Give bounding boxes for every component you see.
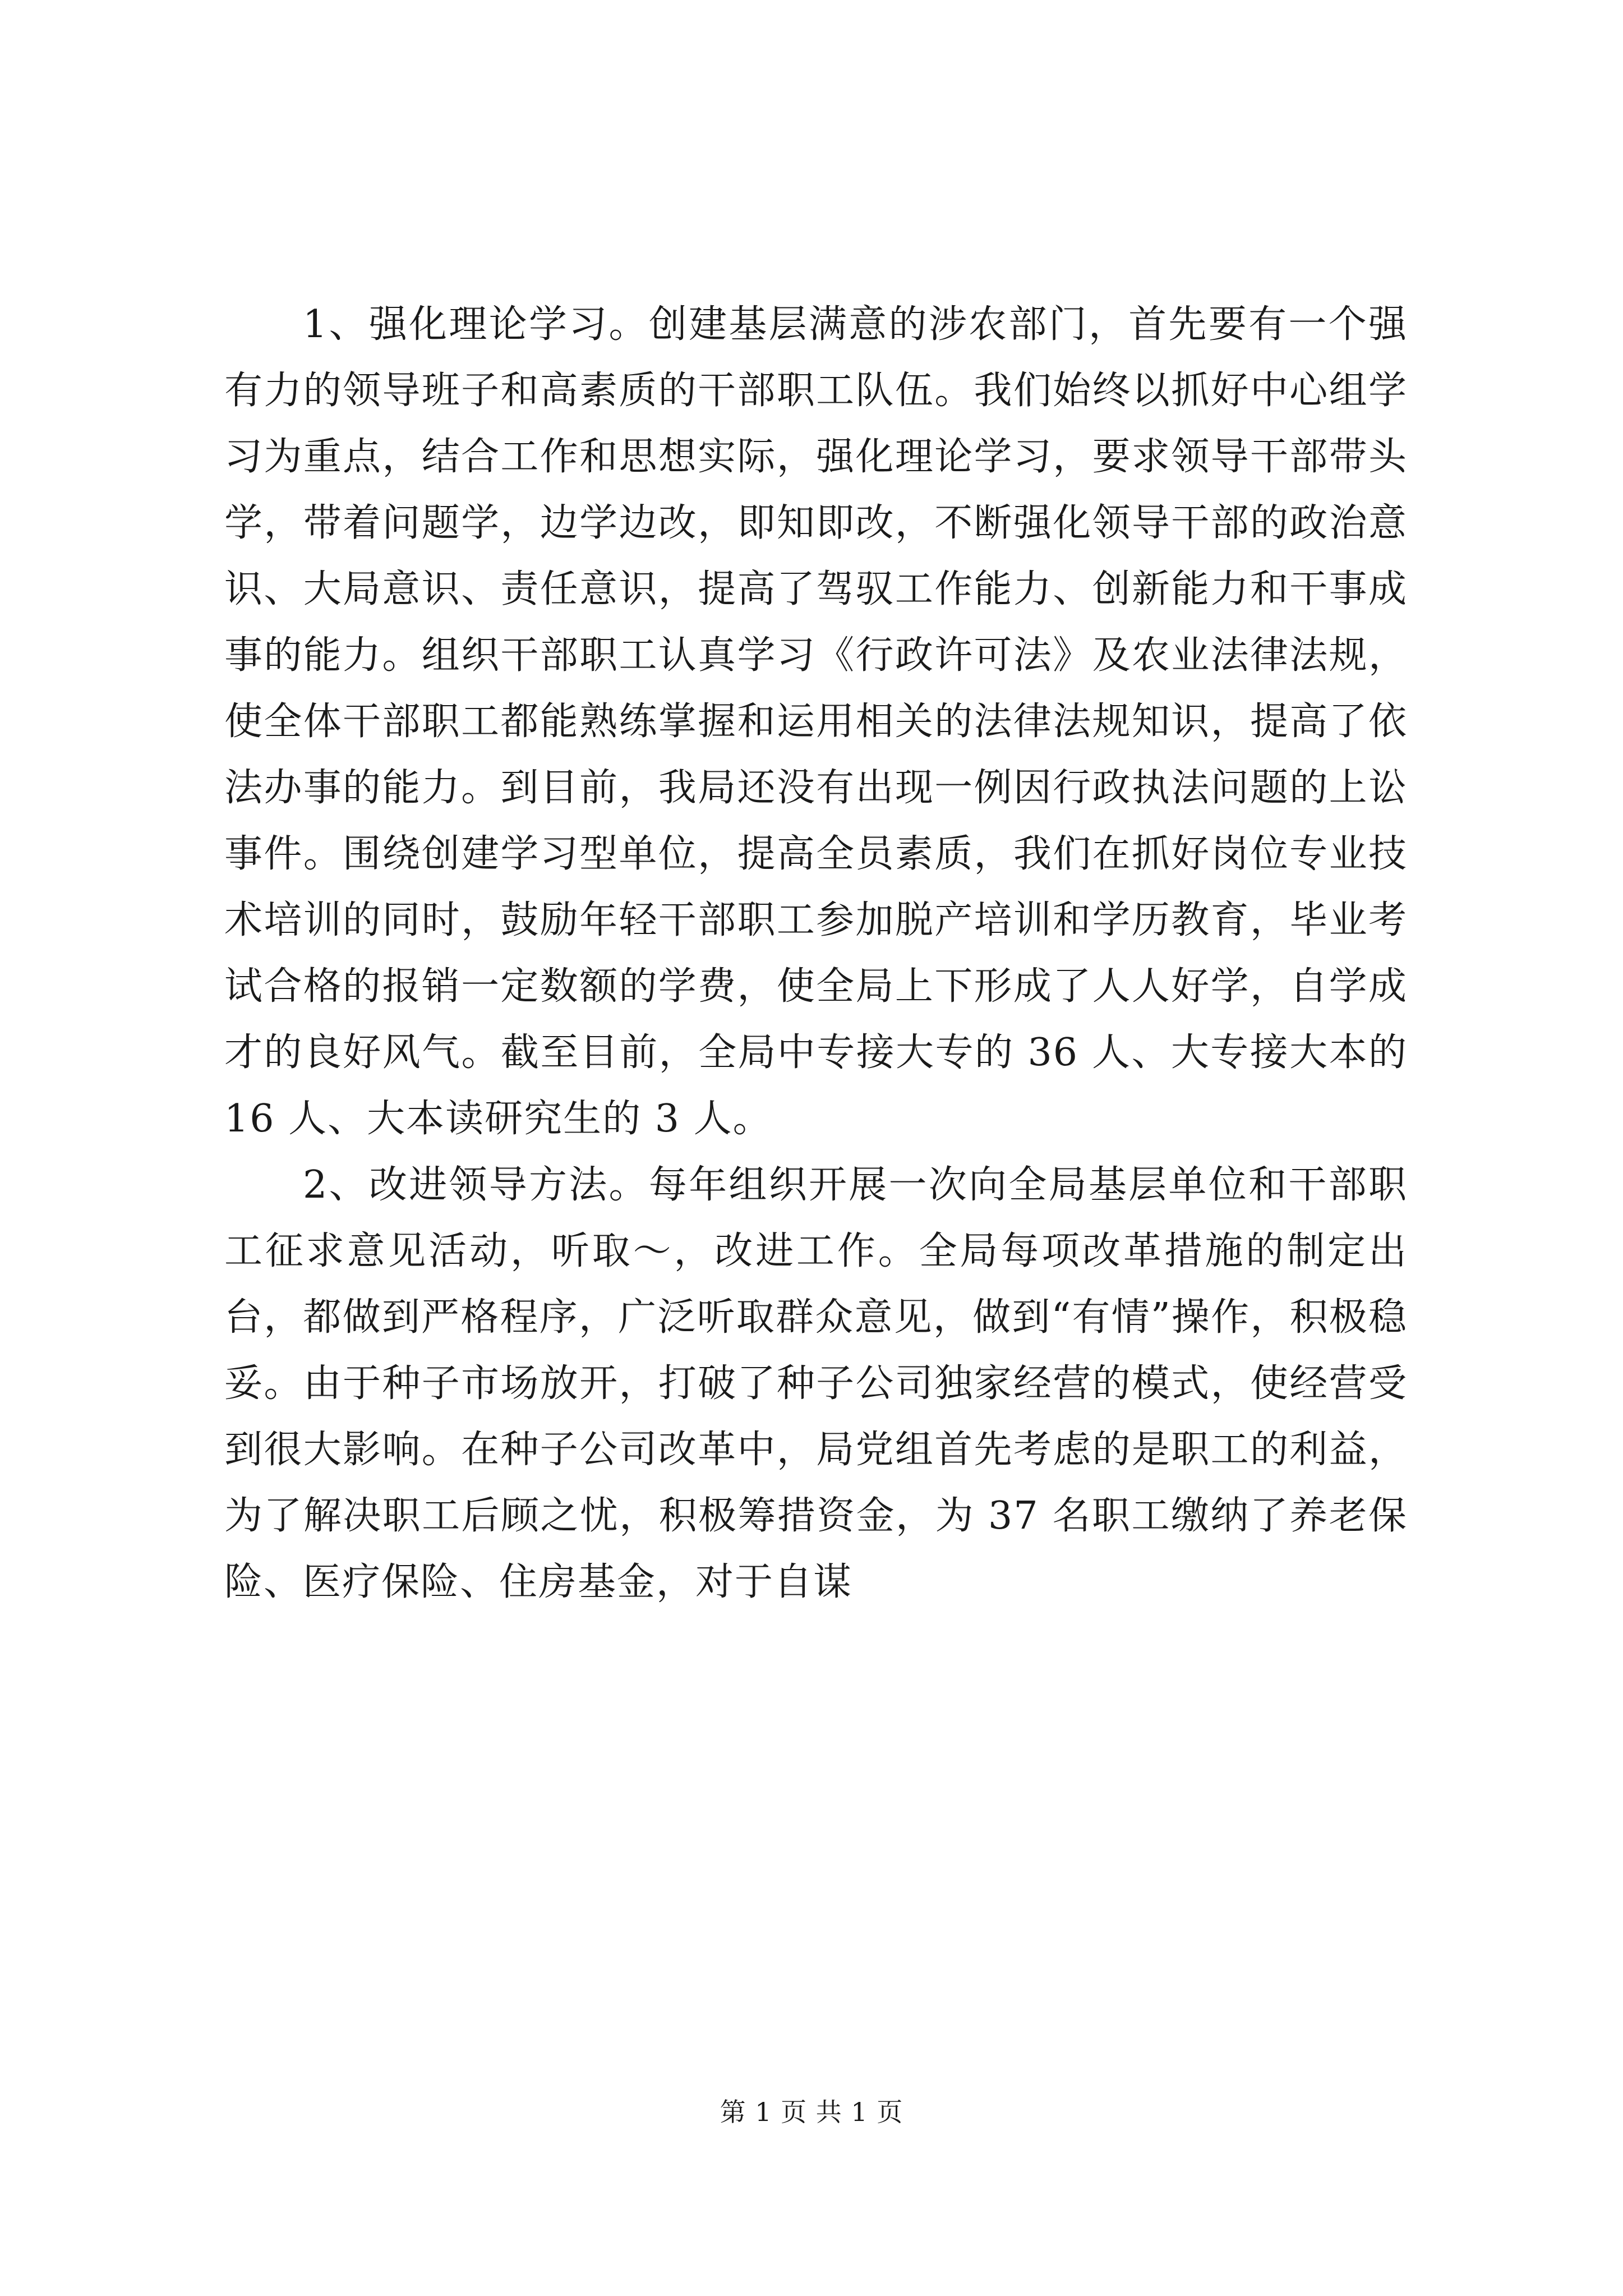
paragraph-theory-study: 1、强化理论学习。创建基层满意的涉农部门，首先要有一个强有力的领导班子和高素质的干部职工队伍。我们始终以抓好中心组学习为重点，结合工作和思想实际，强化理论学习，要求领导干部带头学，带着问题学，边学边改，即知即改，不断强化领导干部的政治意识、大局意识、责任意识，提高了驾驭工作能力、创新能力和干事成事的能力。组织干部职工认真学习《行政许可法》及农业法律法规，使全体干部职工都能熟练掌握和运用相关的法律法规知识，提高了依法办事的能力。到目前，我局还没有出现一例因行政执法问题的上讼事件。围绕创建学习型单位，提高全员素质，我们在抓好岗位专业技术培训的同时，鼓励年轻干部职工参加脱产培训和学历教育，毕业考试合格的报销一定数额的学费，使全局上下形成了人人好学，自学成才的良好风气。截至目前，全局中专接大专的 36 人、大专接大本的 16 人、大本读研究生的 3 人。 <box>224 302 1408 1141</box>
document-body <box>224 292 1408 1616</box>
paragraph-leadership-method: 2、改进领导方法。每年组织开展一次向全局基层单位和干部职工征求意见活动，听取～，改进工作。全局每项改革措施的制定出台，都做到严格程序，广泛听取群众意见，做到“有情”操作，积极稳妥。由于种子市场放开，打破了种子公司独家经营的模式，使经营受到很大影响。在种子公司改革中，局党组首先考虑的是职工的利益，为了解决职工后顾之忧，积极筹措资金，为 37 名职工缴纳了养老保险、医疗保险、住房基金，对于自谋 <box>224 1163 1408 1604</box>
page-footer: 第 1 页 共 1 页 <box>720 2097 903 2127</box>
